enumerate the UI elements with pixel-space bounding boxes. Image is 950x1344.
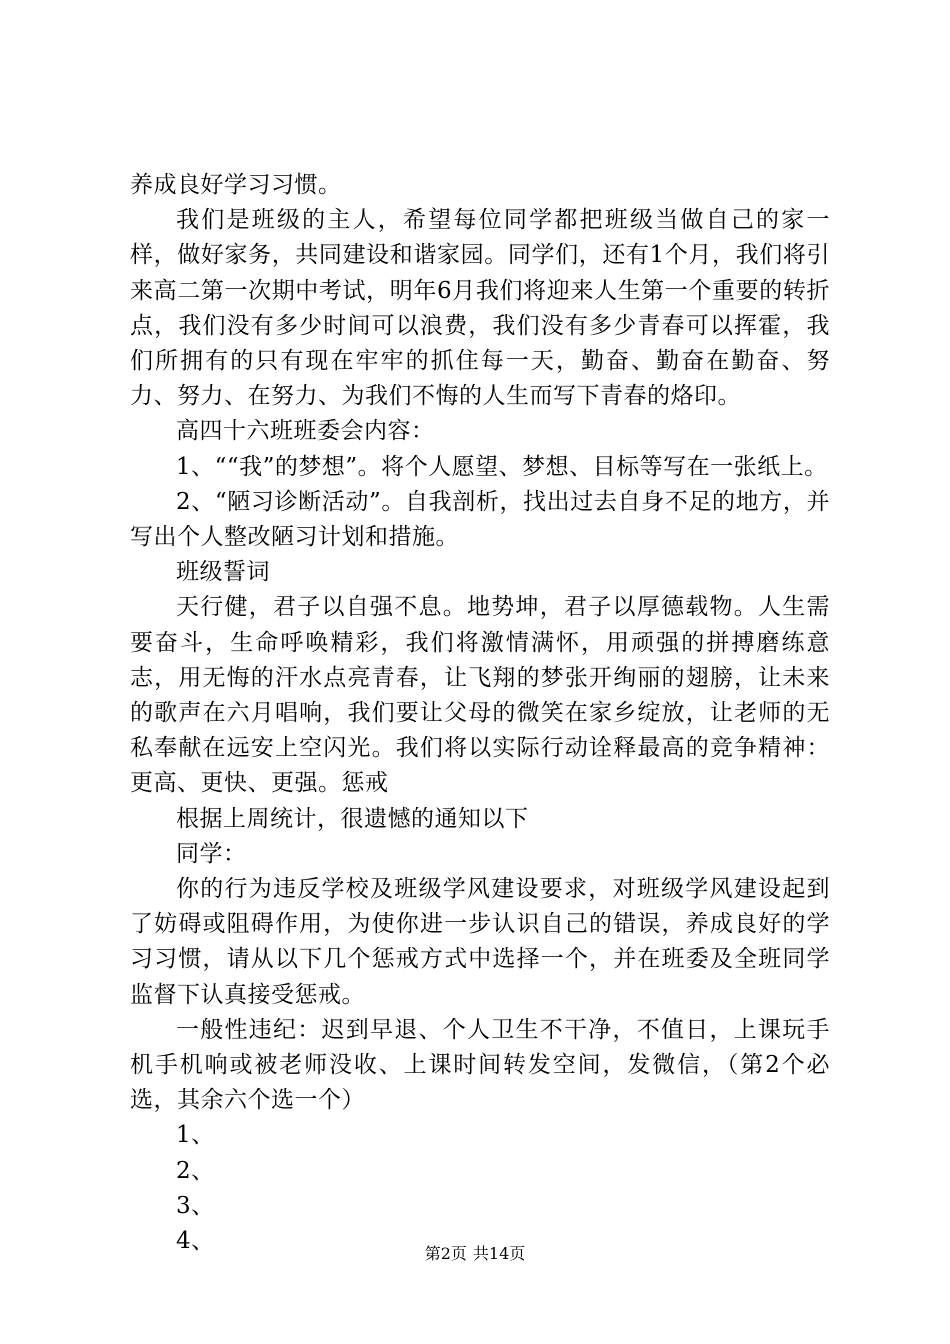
paragraph: 3、 <box>176 1192 215 1219</box>
page-number: 第2页 <box>424 1244 467 1263</box>
paragraph: 1、““我”的梦想”。将个人愿望、梦想、目标等写在一张纸上。 <box>176 453 828 480</box>
paragraph: 天行健，君子以自强不息。地势坤，君子以厚德载物。人生需要奋斗，生命呼唤精彩，我们将激情满怀，用顽强的拼搏磨练意志，用无悔的汗水点亮青春，让飞翔的梦张开绚丽的翅膀，让未来的歌声在六月唱响，我们要让父母的微笑在家乡绽放，让老师的无私奉献在远安上空闪光。我们将以实际行动诠释最高的竞争精神：更高、更快、更强。惩戒 <box>130 594 830 797</box>
paragraph: 根据上周统计，很遗憾的通知以下 <box>176 805 529 832</box>
paragraph: 4、 <box>176 1228 215 1255</box>
paragraph: 你的行为违反学校及班级学风建设要求，对班级学风建设起到了妨碍或阻碍作用，为使你进一步认识自己的错误，养成良好的学习习惯，请从以下几个惩戒方式中选择一个，并在班委及全班同学监督下认真接受惩戒。 <box>130 876 830 1008</box>
paragraph: 一般性违纪：迟到早退、个人卫生不干净，不值日，上课玩手机手机响或被老师没收、上课时间转发空间，发微信，（第2个必选，其余六个选一个） <box>130 1016 830 1114</box>
paragraph: 班级誓词 <box>176 559 270 586</box>
paragraph: 高四十六班班委会内容： <box>176 418 435 445</box>
page-footer <box>0 1244 950 1264</box>
page-total: 共14页 <box>472 1244 526 1263</box>
body-text <box>130 168 830 1259</box>
paragraph: 2、 <box>176 1157 215 1184</box>
paragraph: 同学： <box>176 840 247 867</box>
paragraph: 我们是班级的主人，希望每位同学都把班级当做自己的家一样，做好家务，共同建设和谐家园。同学们，还有1个月，我们将引来高二第一次期中考试，明年6月我们将迎来人生第一个重要的转折点，我们没有多少时间可以浪费，我们没有多少青春可以挥霍，我们所拥有的只有现在牢牢的抓住每一天，勤奋、勤奋在勤奋、努力、努力、在努力、为我们不悔的人生而写下青春的烙印。 <box>130 207 830 410</box>
paragraph: 养成良好学习习惯。 <box>130 172 342 198</box>
paragraph: 1、 <box>176 1122 215 1149</box>
paragraph: 2、“陋习诊断活动”。自我剖析，找出过去自身不足的地方，并写出个人整改陋习计划和措施。 <box>130 488 830 551</box>
